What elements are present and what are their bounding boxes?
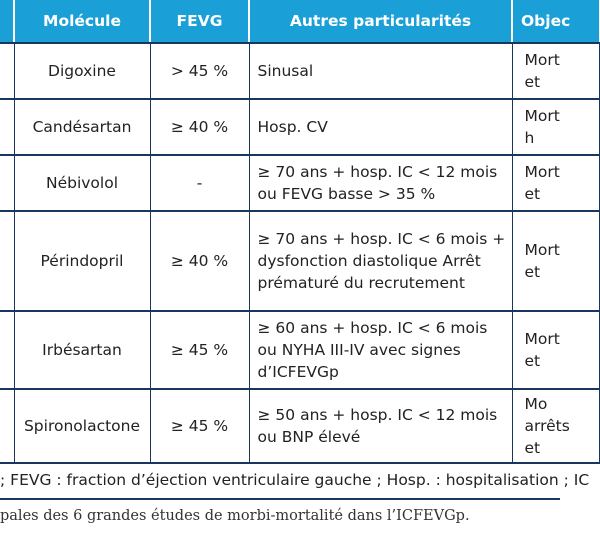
cell-objective <box>512 99 599 155</box>
table-row <box>0 99 599 155</box>
cell-other: ≥ 70 ans + hosp. IC < 6 mois + dysfonction diastolique Arrêt prématuré du recrutement <box>249 211 512 311</box>
table-row <box>0 155 599 211</box>
cell-cut <box>0 311 14 389</box>
cell-other: ≥ 60 ans + hosp. IC < 6 mois ou NYHA III-IV avec signes d’ICFEVGp <box>249 311 512 389</box>
objective-line: et <box>524 439 541 457</box>
objective-line: Mort <box>524 107 560 125</box>
cell-fevg: > 45 % <box>150 43 249 99</box>
table-row <box>0 211 599 311</box>
header-cell-cut <box>0 0 14 43</box>
objective-line: et <box>524 352 541 370</box>
header-fevg: FEVG <box>150 0 249 43</box>
cell-other: ≥ 70 ans + hosp. IC < 12 mois ou FEVG basse > 35 % <box>249 155 512 211</box>
cell-cut <box>0 155 14 211</box>
objective-line: Mort <box>524 241 560 259</box>
cell-molecule: Nébivolol <box>14 155 150 211</box>
table-row <box>0 389 599 463</box>
header-other: Autres particularités <box>249 0 512 43</box>
cell-cut <box>0 389 14 463</box>
cell-molecule: Digoxine <box>14 43 150 99</box>
cell-objective <box>512 155 599 211</box>
cell-fevg: ≥ 45 % <box>150 389 249 463</box>
cell-molecule: Spironolactone <box>14 389 150 463</box>
figure-caption: pales des 6 grandes études de morbi-mortalité dans l’ICFEVGp. <box>0 508 470 524</box>
objective-line: et <box>524 73 541 91</box>
cell-objective <box>512 311 599 389</box>
cell-other: Hosp. CV <box>249 99 512 155</box>
objective-line: Mort <box>524 163 560 181</box>
objective-line: et <box>524 185 541 203</box>
table-row <box>0 311 599 389</box>
cell-objective <box>512 43 599 99</box>
cell-molecule: Candésartan <box>14 99 150 155</box>
cell-other: Sinusal <box>249 43 512 99</box>
cell-fevg: ≥ 40 % <box>150 99 249 155</box>
cell-fevg: ≥ 45 % <box>150 311 249 389</box>
cell-objective <box>512 389 599 463</box>
header-objective: Objec <box>512 0 599 43</box>
table-row <box>0 43 599 99</box>
cell-cut <box>0 211 14 311</box>
objective-line: h <box>524 129 535 147</box>
cell-molecule: Irbésartan <box>14 311 150 389</box>
cell-fevg: - <box>150 155 249 211</box>
cell-molecule: Périndopril <box>14 211 150 311</box>
cell-other: ≥ 50 ans + hosp. IC < 12 mois ou BNP élevé <box>249 389 512 463</box>
header-molecule: Molécule <box>14 0 150 43</box>
cell-objective <box>512 211 599 311</box>
objective-line: et <box>524 263 541 281</box>
cell-cut <box>0 99 14 155</box>
objective-line: Mo <box>524 395 548 413</box>
cell-fevg: ≥ 40 % <box>150 211 249 311</box>
table-header-row <box>0 0 599 43</box>
objective-line: arrêts <box>524 417 570 435</box>
table-footnote: ; FEVG : fraction d’éjection ventriculaire gauche ; Hosp. : hospitalisation ; IC <box>0 462 560 500</box>
objective-line: Mort <box>524 51 560 69</box>
cell-cut <box>0 43 14 99</box>
objective-line: Mort <box>524 330 560 348</box>
